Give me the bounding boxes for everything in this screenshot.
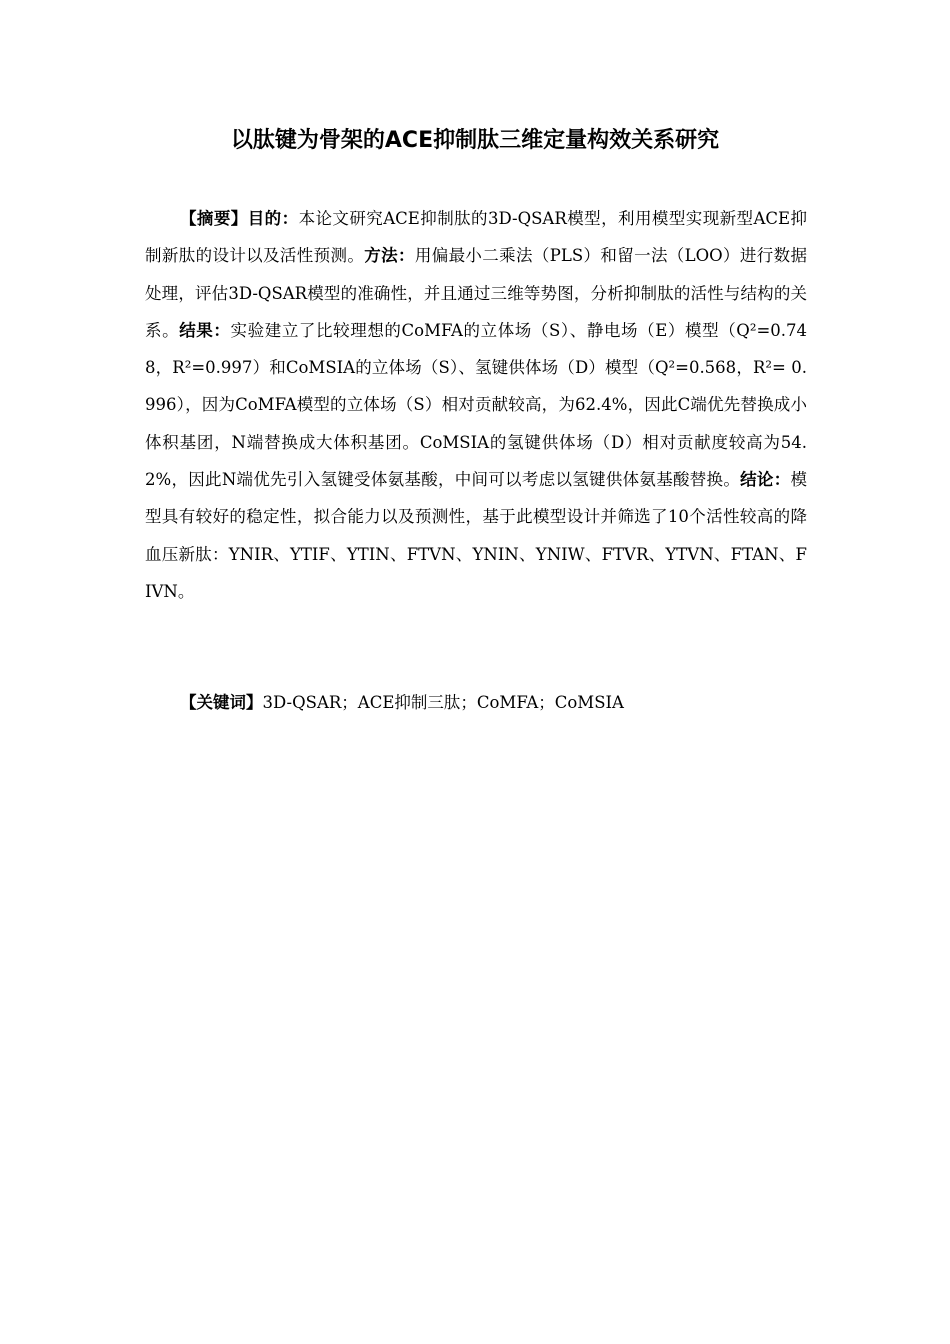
keywords-paragraph [145,684,807,721]
keywords-heading: 【关键词】 [180,693,263,712]
abstract-heading: 【摘要】 [180,209,248,228]
abstract-paragraph [145,200,807,610]
conclusion-label: 结论： [740,470,791,490]
objective-text: 本论文研究ACE抑制肽的3D-QSAR模型，利用模型实现新型ACE抑制新肽的设计以及活性预测。 [145,209,808,266]
conclusion-text: 模型具有较好的稳定性，拟合能力以及预测性，基于此模型设计并筛选了10个活性较高的降血压新肽：YNIR、YTIF、YTIN、FTVN、YNIN、YNIW、FTVR、YTVN、FTAN、FIVN。 [145,470,807,601]
results-label: 结果： [179,320,231,340]
results-text: 实验建立了比较理想的CoMFA的立体场（S）、静电场（E）模型（Q²=0.748，R²=0.997）和CoMSIA的立体场（S）、氢键供体场（D）模型（Q²=0.568，R²= 0.996），因为CoMFA模型的立体场（S）相对贡献较高，为62.4%，因此C端优先替换成小体积基团，N端替换成大体积基团。CoMSIA的氢键供体场（D）相对贡献度较高为54.2%，因此N端优先引入氢键受体氨基酸，中间可以考虑以氢键供体氨基酸替换。 [145,320,808,490]
methods-label: 方法： [364,246,415,266]
keywords-text: 3D-QSAR；ACE抑制三肽；CoMFA；CoMSIA [262,693,624,712]
methods-text: 用偏最小二乘法（PLS）和留一法（LOO）进行数据处理，评估3D-QSAR模型的准确性，并且通过三维等势图，分析抑制肽的活性与结构的关系。 [145,246,808,340]
document-title: 以肽键为骨架的ACE抑制肽三维定量构效关系研究 [230,128,720,153]
objective-label: 目的： [247,209,299,228]
